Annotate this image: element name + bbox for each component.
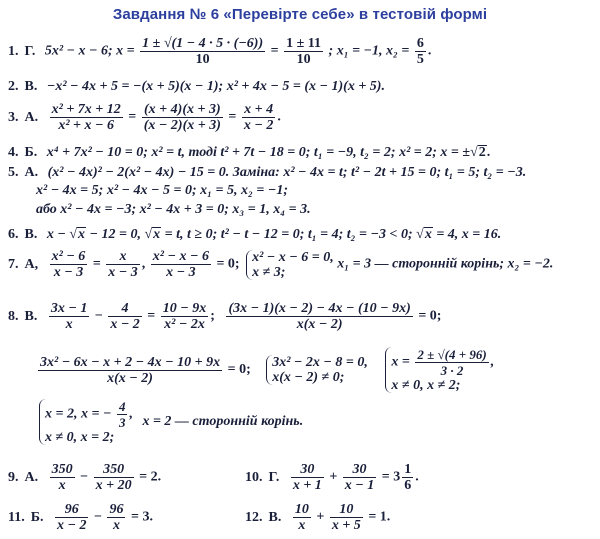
period: . [277, 109, 281, 125]
fraction-numerator: 350 [51, 462, 73, 477]
problem-5-line-3: або x² − 4x = −3; x² − 4x + 3 = 0; x₃ = 1, x₄ = 3. [36, 202, 311, 217]
equation-part: = t, t ≥ 0; t² − t − 12 = 0; t₁ = 4; t₂ = −3 < 0; [164, 227, 413, 242]
problem-number: 7. [8, 256, 19, 272]
equals-result: = 2. [139, 469, 162, 485]
fraction-denominator: 10 [296, 52, 311, 67]
fraction [108, 301, 141, 332]
fraction [284, 36, 323, 67]
fraction-denominator: x + 1 [292, 478, 322, 493]
sqrt-radicand: x [153, 227, 161, 242]
problem-12 [245, 502, 390, 533]
fraction [293, 502, 311, 533]
page-title: Завдання № 6 «Перевірте себе» в тестовій формі [112, 6, 488, 23]
fraction [49, 301, 89, 332]
period: . [427, 43, 432, 59]
equation: x − [46, 227, 66, 242]
system-row [391, 347, 494, 378]
problem-5 [8, 165, 526, 181]
system-row: 3x² − 2x − 8 = 0, [272, 355, 368, 370]
fraction-numerator: 96 [109, 502, 124, 517]
fraction-denominator: x − 2 [110, 317, 140, 332]
problem-9 [8, 462, 161, 493]
problem-10 [245, 462, 419, 493]
fraction-denominator: x + 20 [95, 478, 132, 493]
problem-8-line-3 [36, 399, 303, 445]
fraction [94, 462, 134, 493]
sqrt-radicand: x [424, 227, 432, 242]
fraction [107, 502, 125, 533]
fraction-numerator: 10 [294, 502, 309, 517]
problem-11 [8, 502, 153, 533]
problem-number: 10. [245, 469, 263, 485]
fraction-numerator: 3x − 1 [50, 301, 88, 316]
equals-result: = 1. [368, 509, 391, 525]
fraction-numerator: 4 [118, 399, 126, 414]
minus-sign: − [94, 308, 103, 324]
equals-zero: = 0; [216, 256, 240, 272]
equals-result: = 3 [381, 469, 401, 485]
fraction-numerator: 30 [343, 462, 376, 478]
equation-part: = 4, x = 16. [436, 227, 502, 242]
problem-8-line-2 [36, 347, 494, 393]
fraction-numerator: (x + 4)(x + 3) [142, 102, 223, 118]
fraction-numerator: 350 [94, 462, 134, 478]
system-row: x(x − 2) ≠ 0; [272, 370, 345, 385]
fraction-numerator: 30 [291, 462, 324, 478]
fraction-denominator: x(x − 2) [296, 317, 343, 332]
problem-4: 4. Б. x⁴ + 7x² − 10 = 0; x² = t, тоді t² + 7t − 18 = 0; t₁ = −9, t₂ = 2; x² = 2; x = ±√2. [8, 145, 491, 160]
problem-number: 9. [8, 469, 19, 485]
system-row: x ≠ 0, x = 2; [45, 430, 115, 445]
fraction-numerator: 1 ± 11 [286, 36, 322, 51]
equation: −x² − 4x + 5 = −(x + 5)(x − 1); x² + 4x − 5 = (x − 1)(x + 5). [46, 79, 385, 94]
fraction [161, 301, 208, 332]
problem-5-line-2: x² − 4x = 5; x² − 4x − 5 = 0; x₁ = 5, x₂ = −1; [36, 183, 288, 198]
answer-letter: В. [24, 79, 38, 94]
problem-number: 6. [8, 227, 19, 242]
fraction-denominator: x − 3 [108, 265, 138, 280]
fraction [38, 355, 222, 386]
equals-result: = 3. [130, 509, 153, 525]
fraction-denominator: x [298, 518, 306, 533]
answer-letter: Б. [30, 509, 44, 525]
answer-letter: Г. [268, 469, 280, 485]
fraction-denominator: x [65, 317, 73, 332]
plus-sign: + [329, 469, 338, 485]
answer-letter: А, [24, 256, 39, 272]
fraction-denominator: x [58, 478, 66, 493]
fraction-denominator: x(x − 2) [107, 370, 153, 386]
conclusion: x = 2 — сторонній корінь. [142, 414, 304, 430]
equation-part: − 12 = 0, [89, 227, 141, 242]
equals-zero: = 0; [418, 308, 442, 324]
problem-3 [8, 102, 281, 133]
sqrt-radicand: x [78, 227, 86, 242]
fraction-numerator: x² + 7x + 12 [51, 102, 121, 117]
fraction-numerator: 1 [404, 462, 412, 477]
fraction [140, 36, 265, 67]
equation-part: x = [391, 354, 410, 370]
fraction-denominator: x [112, 518, 120, 533]
problem-6: 6. В. x − √x − 12 = 0, √x = t, t ≥ 0; t² − t − 12 = 0; t₁ = 4; t₂ = −3 < 0; √x = 4, x = 16. [8, 227, 502, 242]
fraction-numerator: 1 ± √(1 − 4 · 5 · (−6)) [142, 36, 264, 51]
fraction-numerator: 10 [330, 502, 363, 518]
answer-letter: А. [24, 109, 39, 125]
problem-8 [8, 301, 441, 332]
fraction-denominator: x² − 2x [164, 317, 205, 332]
fraction-denominator: x + 5 [331, 518, 361, 533]
minus-sign: − [93, 509, 102, 525]
fraction-numerator: x + 4 [242, 102, 275, 118]
fraction-denominator: 3 · 2 [440, 363, 464, 378]
fraction [402, 462, 413, 493]
fraction-denominator: 5 [416, 52, 424, 67]
fraction-denominator: 6 [404, 478, 412, 493]
fraction [291, 462, 324, 493]
plus-sign: + [316, 509, 325, 525]
fraction-denominator: 3 [118, 415, 126, 430]
fraction-denominator: x − 1 [344, 478, 375, 493]
fraction-denominator: x − 2 [243, 118, 274, 133]
problem-number: 1. [8, 43, 19, 59]
fraction-numerator: 4 [108, 301, 141, 317]
problem-number: 8. [8, 308, 19, 324]
comma: , [490, 354, 495, 370]
problem-number: 4. [8, 145, 19, 160]
sqrt-radicand: 2 [478, 145, 486, 160]
fraction [106, 249, 139, 280]
period: . [415, 469, 419, 485]
equation-part: x = 2, x = − [45, 406, 112, 422]
fraction-numerator: 10 − 9x [162, 301, 207, 316]
comma: , [129, 406, 133, 422]
fraction [415, 36, 426, 67]
fraction-denominator: 10 [195, 52, 210, 67]
equals-sign: = [270, 43, 279, 59]
fraction-denominator: x² + x − 6 [58, 118, 115, 133]
fraction-denominator: x − 3 [53, 265, 84, 280]
fraction-numerator: 3x² − 6x − x + 2 − 4x − 10 + 9x [40, 354, 221, 370]
fraction-numerator: x² − 6 [51, 249, 86, 264]
problem-2 [8, 79, 385, 95]
problem-1 [8, 36, 431, 67]
equation-system [39, 399, 133, 445]
answer-letter: В. [24, 227, 38, 242]
fraction [151, 249, 211, 280]
fraction [415, 347, 488, 378]
fraction [117, 399, 128, 430]
roots: ; x₁ = −1, x₂ = [328, 43, 410, 59]
system-row [45, 399, 133, 430]
fraction-denominator: x − 3 [166, 265, 196, 280]
equals-sign: = [128, 109, 137, 125]
fraction-denominator: (x − 2)(x + 3) [143, 118, 221, 133]
fraction-numerator: (3x − 1)(x − 2) − 4x − (10 − 9x) [228, 301, 411, 316]
problem-number: 11. [8, 509, 25, 525]
problem-number: 3. [8, 109, 19, 125]
equals-sign: = [92, 256, 101, 272]
answer-letter: В. [24, 308, 38, 324]
fraction [242, 102, 275, 133]
fraction [330, 502, 363, 533]
problem-number: 2. [8, 79, 19, 94]
fraction-numerator: x² − x − 6 [152, 249, 209, 264]
equation: (x² − 4x)² − 2(x² − 4x) − 15 = 0. Заміна: x² − 4x = t; t² − 2t + 15 = 0; t₁ = 5; t₂ = −3. [47, 165, 527, 180]
answer-letter: А. [24, 469, 39, 485]
equals-sign: = [147, 308, 156, 324]
problem-number: 12. [245, 509, 263, 525]
system-row: x² − x − 6 = 0, [252, 249, 334, 265]
answer-letter: В. [268, 509, 282, 525]
problem-number: 5. [8, 165, 19, 180]
problem-7 [8, 249, 553, 280]
fraction-numerator: 6 [416, 36, 424, 51]
period: . [486, 145, 491, 160]
answer-letter: Б. [24, 145, 38, 160]
equation: 5x² − x − 6; x = [44, 43, 135, 59]
fraction [50, 462, 75, 493]
equals-sign: = [228, 109, 237, 125]
fraction [343, 462, 376, 493]
answer-letter: А. [24, 165, 39, 180]
equals-zero: = 0; [227, 362, 251, 378]
fraction [142, 102, 223, 133]
fraction [50, 102, 123, 133]
conclusion: x₁ = 3 — сторонній корінь; x₂ = −2. [337, 256, 554, 272]
system-row: x ≠ 0, x ≠ 2; [391, 378, 461, 393]
fraction [226, 301, 412, 332]
fraction-denominator: x − 2 [57, 518, 87, 533]
fraction-numerator: 96 [55, 502, 88, 518]
equation: x⁴ + 7x² − 10 = 0; x² = t, тоді t² + 7t − 18 = 0; t₁ = −9, t₂ = 2; x² = 2; x = ± [46, 145, 471, 160]
answer-letter: Г. [24, 43, 36, 59]
minus-sign: − [80, 469, 89, 485]
equation-system [385, 347, 494, 393]
equation-system [266, 355, 368, 385]
fraction-numerator: x [106, 249, 139, 265]
fraction [55, 502, 88, 533]
equation-system [246, 250, 334, 280]
system-row: x ≠ 3; [252, 264, 286, 280]
fraction-numerator: 2 ± √(4 + 96) [417, 347, 487, 362]
semicolon: ; [210, 308, 215, 324]
comma: , [141, 256, 146, 272]
fraction [50, 249, 88, 280]
